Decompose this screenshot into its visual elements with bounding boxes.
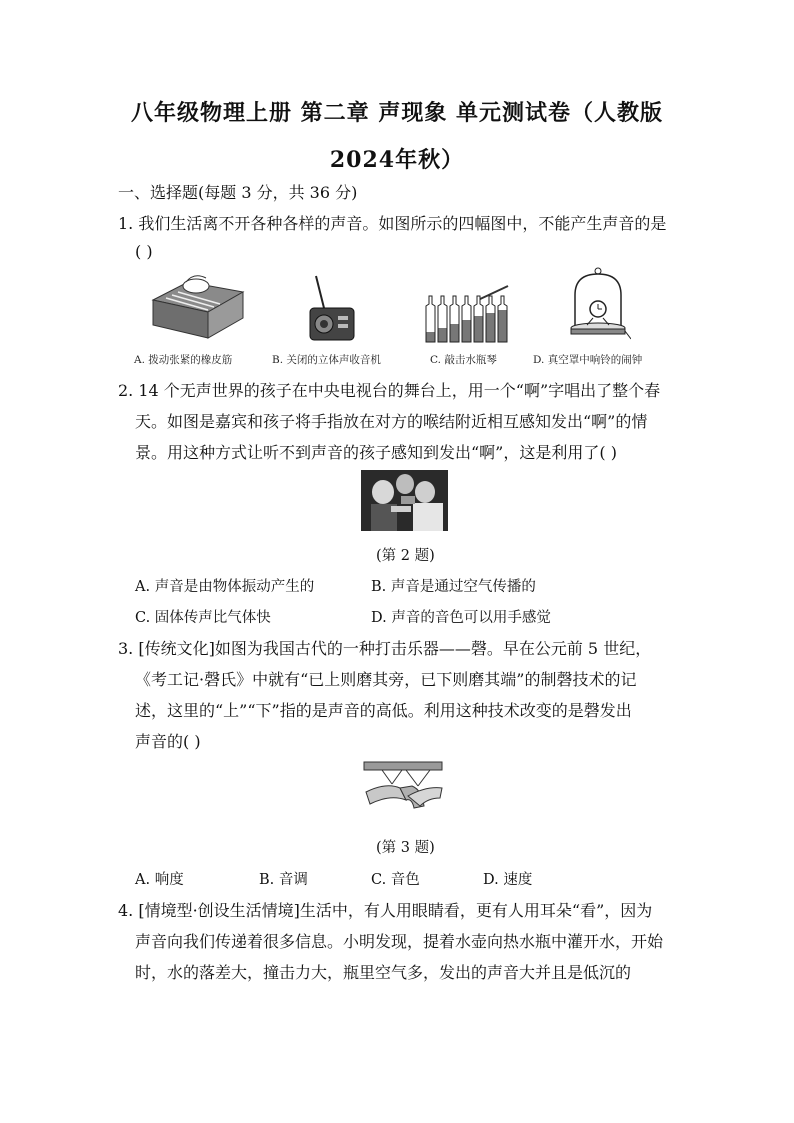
q1-line-2: ( ) (135, 242, 153, 261)
q1-caption-d: D. 真空罩中响铃的闹钟 (533, 354, 643, 366)
children-stage-photo (361, 470, 448, 531)
q3-figure-caption: (第 3 题) (376, 840, 435, 856)
water-bottles-figure (420, 282, 520, 346)
q1-caption-a: A. 拨动张紧的橡皮筋 (134, 354, 233, 366)
q3-line-3: 述，这里的“上”“下”指的是声音的高低。利用这种技术改变的是磬发出 (135, 701, 632, 720)
q2-line-1: 2. 14 个无声世界的孩子在中央电视台的舞台上，用一个“啊”字唱出了整个春 (118, 381, 661, 400)
q3-option-c: C. 音色 (371, 872, 420, 888)
q2-figure-caption: (第 2 题) (376, 548, 435, 564)
q2-line-3: 景。用这种方式让听不到声音的孩子感知到发出“啊”，这是利用了( ) (135, 443, 617, 462)
title-line-2: 2024年秋） (329, 147, 465, 173)
q4-line-2: 声音向我们传递着很多信息。小明发现，提着水壶向热水瓶中灌开水，开始 (135, 932, 664, 951)
q4-line-1: 4. [情境型·创设生活情境]生活中，有人用眼睛看，更有人用耳朵“看”，因为 (118, 901, 653, 920)
title-line-1: 八年级物理上册 第二章 声现象 单元测试卷（人教版 (131, 100, 663, 126)
vacuum-bell-figure (565, 265, 631, 345)
q1-caption-c: C. 敲击水瓶琴 (430, 354, 497, 366)
radio-figure (302, 272, 362, 346)
chime-stone-figure (362, 758, 444, 824)
q2-option-d: D. 声音的音色可以用手感觉 (371, 610, 551, 626)
q3-line-2: 《考工记·磬氏》中就有“已上则磨其旁，已下则磨其端”的制磬技术的记 (135, 670, 637, 689)
q1-line-1: 1. 我们生活离不开各种各样的声音。如图所示的四幅图中，不能产生声音的是 (118, 214, 667, 233)
q3-line-4: 声音的( ) (135, 732, 201, 751)
q3-option-b: B. 音调 (259, 872, 308, 888)
q1-caption-b: B. 关闭的立体声收音机 (272, 354, 381, 366)
rubber-band-figure (148, 270, 248, 344)
section-heading: 一、选择题(每题 3 分，共 36 分) (118, 183, 358, 202)
q3-option-d: D. 速度 (483, 872, 533, 888)
q2-option-a: A. 声音是由物体振动产生的 (135, 579, 315, 595)
q3-line-1: 3. [传统文化]如图为我国古代的一种打击乐器——磬。早在公元前 5 世纪， (118, 639, 652, 658)
q3-option-a: A. 响度 (135, 872, 184, 888)
q4-line-3: 时，水的落差大，撞击力大，瓶里空气多，发出的声音大并且是低沉的 (135, 963, 632, 982)
q2-line-2: 天。如图是嘉宾和孩子将手指放在对方的喉结附近相互感知发出“啊”的情 (135, 412, 648, 431)
q2-option-c: C. 固体传声比气体快 (135, 610, 271, 626)
q2-option-b: B. 声音是通过空气传播的 (371, 579, 536, 595)
